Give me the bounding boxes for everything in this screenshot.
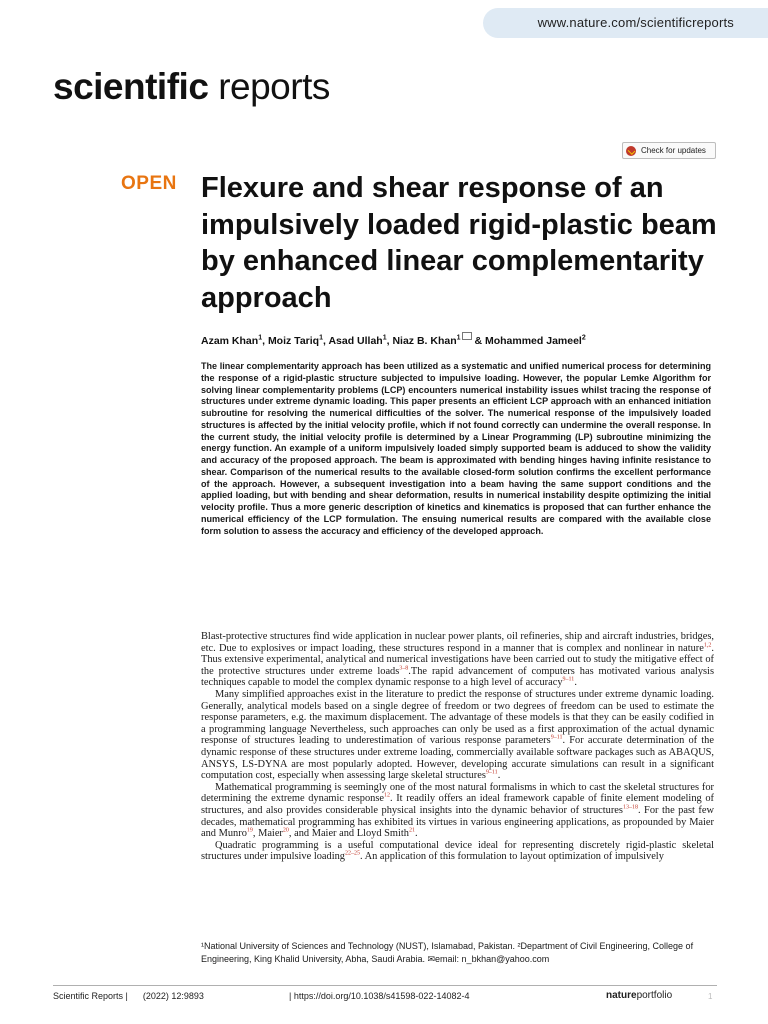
journal-masthead [53, 66, 330, 108]
body-paragraph-4: Quadratic programming is a useful computational device ideal for representing discretely rigid-plastic skeletal structures under impulsive loading$^{22-25}$. An application of this formulation to layout optimization of impulsively [201, 839, 714, 863]
author-name[interactable]: Mohammed Jameel [484, 335, 582, 347]
open-access-label: OPEN [121, 173, 177, 194]
masthead-bold: scientific [53, 66, 209, 107]
body-paragraph-3: Mathematical programming is seemingly one of the most natural formalisms in which to cast the skeletal structures for determining the extreme dynamic response$^{12}$. It readily offers an ideal framework capable of finite element modeling of structures, and also provides considerable physical insights into the dynamic behavior of structures$^{13-18}$. For the past few decades, mathematical programming has exhibited its virtues in various engineering applications, as propounded by Maier and Munro$^{19}$, Maier$^{20}$, and Maier and Lloyd Smith$^{21}$. [201, 781, 714, 840]
masthead-light: reports [218, 66, 330, 107]
citation-ref[interactable]: 12 [384, 792, 390, 799]
citation-ref[interactable]: 9–11 [550, 734, 563, 741]
nature-portfolio-logo [606, 990, 672, 1001]
citation-ref[interactable]: 22–25 [345, 850, 360, 857]
brand-light: portfolio [636, 990, 673, 1001]
citation-ref[interactable]: 13–18 [622, 804, 638, 811]
author-affiliation-ref: 1 [258, 334, 263, 342]
footer-volume: (2022) 12:9893 [142, 991, 204, 1001]
check-for-updates-button[interactable] [622, 142, 716, 159]
citation-ref[interactable]: 1,2 [703, 642, 712, 649]
author-name[interactable]: Niaz B. Khan [392, 335, 457, 347]
affiliations [201, 940, 721, 965]
footer-journal: Scientific Reports | [53, 991, 128, 1001]
body-paragraph-1: Blast-protective structures find wide application in nuclear power plants, oil refineries, ship and aircraft industries, bridges, etc. Due to explosives or impact loading, these structures respond in a manner that is complex and nonlinear in nature$^{1,2}$. Thus extensive experimental, analytical and numerical investigations have been carried out to study the mitigative effect of the protective structures under extreme loads$^{3-8}$.The rapid advancement of computers has motivated various analysis techniques capable to model the complex dynamic response to a high level of accuracy$^{9-11}$. [201, 631, 714, 689]
citation-ref[interactable]: 9–11 [485, 769, 498, 776]
citation-ref[interactable]: 19 [246, 827, 253, 834]
citation-ref[interactable]: 3–8 [399, 665, 409, 672]
author-affiliation-ref: 2 [581, 334, 586, 342]
citation-ref[interactable]: 20 [282, 827, 289, 834]
check-updates-icon [626, 146, 636, 156]
author-affiliation-ref: 1 [382, 334, 387, 342]
footer-doi-link[interactable]: | https://doi.org/10.1038/s41598-022-14082-4 [289, 991, 470, 1001]
top-bar [0, 0, 768, 44]
abstract: The linear complementarity approach has been utilized as a systematic and unified numerical process for determining the response of a rigid-plastic structure subjected to impulsive loading. However, the popular Lemke Algorithm for solving linear complementarity problems (LCP) encounters numerical instability issues whilst tracing the response of structures under extreme dynamic loading. This paper presents an efficient LCP approach with an enhanced initiation subroutine for resolving the numerical difficulties of the solver. The numerical response of the impulsively loaded structures is affected by the initial velocity profile, which if not found correctly can undermine the overall response. In the current study, the initial velocity profile is determined by a Linear Programming (LP) subroutine minimizing the energy function. An example of a uniform impulsively loaded simply supported beam is adduced to show the validity and accuracy of the proposed approach. The beam is approximated with bending hinges having infinite resistance to shear. Comparison of the numerical results to the available closed-form solution confirms the excellent performance of the approach. However, a subsequent investigation into a beam having the same support conditions and the applied loading, but with bending and shear deformation, results in numerical instability despite optimizing the initial velocity profile. Thus a more generic description of kinetics and kinematics is proposed that can further enhance the numerical efficiency of the LCP formulation. The ensuing numerical results are compared with the available close form solution to assess the accuracy and efficiency of the developed approach. [201, 361, 711, 536]
email-link[interactable]: email: n_bkhan@yahoo.com [435, 953, 550, 964]
body-paragraph-2: Many simplified approaches exist in the literature to predict the response of structures under extreme dynamic loading. Generally, analytical models based on a single degree of freedom or two degrees of freedom can be used to estimate the response parameters, e.g. the maximum displacement. The advantage of these models is that they can be easily codified in a programming language Nevertheless, such approaches can only be used as a first approximation of the actual dynamic response of structures leading to underestimation of various response parameters$^{9-11}$. For accurate determination of the dynamic response of these structures under extreme loading, commercially available software packages such as ABAQUS, ANSYS, LS-DYNA are most popularly adopted. However, developing accurate simulations can result in a significant computation cost, especially when assessing large skeletal structures$^{9-11}$. [201, 688, 714, 782]
article-title: Flexure and shear response of an impulsively loaded rigid-plastic beam by enhanced linear complementarity approach [201, 172, 717, 314]
brand-bold: nature [606, 990, 637, 1001]
author-name[interactable]: Azam Khan [201, 335, 259, 347]
citation-ref[interactable]: 21 [408, 827, 415, 834]
citation-ref[interactable]: 9–11 [562, 676, 575, 683]
author-affiliation-ref: 1 [456, 334, 461, 342]
corresponding-author-envelope-icon[interactable] [462, 332, 472, 340]
affiliations-text: ¹National University of Sciences and Technology (NUST), Islamabad, Pakistan. ²Department of Civil Engineering, College of Engineering, King Khalid University, Abha, Saudi Arabia. [201, 941, 694, 964]
footer-citation [53, 991, 204, 1001]
author-list: Azam Khan$^1$, Moiz Tariq$^1$, Asad Ullah$^1$, Niaz B. Khan$^1$ & Mohammed Jameel$^2$ [201, 332, 586, 347]
author-affiliation-ref: 1 [319, 334, 323, 342]
author-name[interactable]: Moiz Tariq [267, 335, 320, 347]
footer-divider [53, 985, 717, 986]
check-updates-label: Check for updates [641, 146, 706, 155]
body-text [201, 631, 714, 863]
page-number: 1 [708, 992, 713, 1001]
email-icon: ✉ [427, 953, 436, 964]
journal-url-link[interactable]: www.nature.com/scientificreports [537, 15, 734, 30]
author-name[interactable]: Asad Ullah [328, 335, 383, 347]
